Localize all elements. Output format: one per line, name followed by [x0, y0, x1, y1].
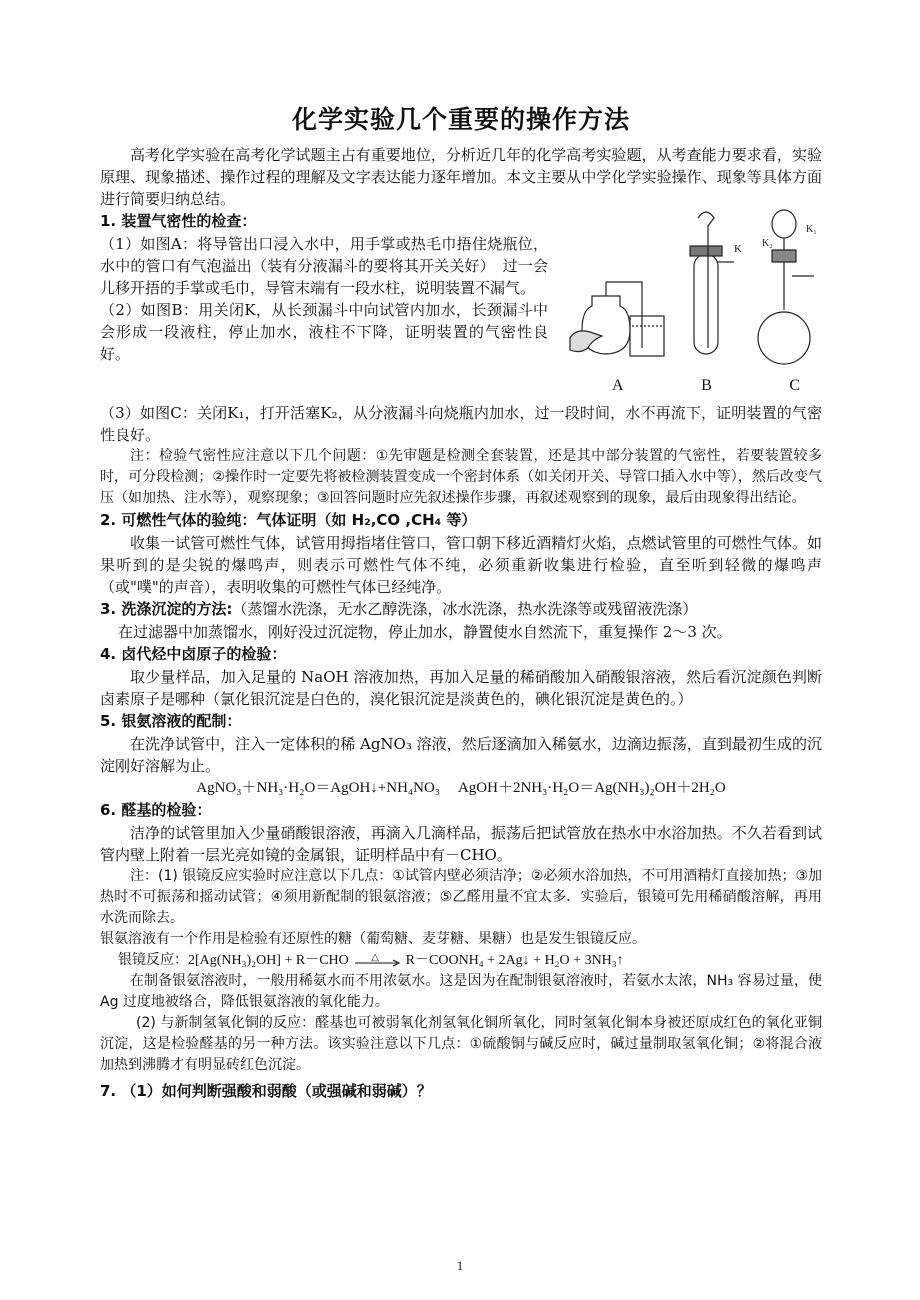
section-6-note-4: (2) 与新制氢氧化铜的反应：醛基也可被弱氧化剂氢氧化铜所氧化，同时氢氧化铜本身被还原成红色的氧化亚铜沉淀，这是检验醛基的另一种方法。该实验注意以下几点：①硫酸铜与碱反应时，碱过量制取氢氧化铜；②将混合液加热到沸腾才有明显砖红色沉淀。 [100, 1015, 822, 1073]
section-2-heading: 2. 可燃性气体的验纯：气体证明（如 H₂,CO ,CH₄ 等） [100, 511, 477, 529]
section-6-heading: 6. 醛基的检验： [100, 801, 212, 819]
figure-label-a: A [612, 377, 624, 394]
page-number: 1 [456, 1258, 464, 1273]
page-title: 化学实验几个重要的操作方法 [291, 105, 630, 134]
document-page [100, 100, 822, 1103]
equation-right: R－COONH₄ + 2Ag↓ + H₂O + 3NH₃↑ [405, 953, 624, 968]
k2-label: K₂ [762, 238, 773, 249]
heat-symbol: △ [371, 952, 379, 963]
section-7-heading: 7. （1）如何判断强酸和弱酸（或强碱和弱碱）？ [100, 1082, 432, 1100]
apparatus-figure [562, 198, 822, 398]
section-5-heading: 5. 银氨溶液的配制： [100, 712, 242, 730]
section-1-para-1: （1）如图A：将导管出口浸入水中，用手掌或热毛巾捂住烧瓶位，水中的管口有气泡溢出（装有分液漏斗的要将其开关关好） 过一会儿移开捂的手掌或毛巾，导管末端有一段水柱，说明装置不漏气。 [100, 235, 548, 297]
silver-mirror-label: 银镜反应： [118, 952, 188, 968]
apparatus-c [758, 210, 817, 364]
section-3-title: 3. 洗涤沉淀的方法: [100, 600, 233, 618]
section-6-note-3: 在制备银氨溶液时，一般用稀氨水而不用浓氨水。这是因为在配制银氨溶液时，若氨水太浓，NH₃ 容易过量，使 Ag 过度地被络合，降低银氨溶液的氧化能力。 [100, 973, 822, 1010]
section-6-note-2: 银氨溶液有一个作用是检验有还原性的糖（葡萄糖、麦芽糖、果糖）也是发生银镜反应。 [100, 931, 646, 947]
equation-left: 2[Ag(NH₃)₂OH] + R－CHO [188, 953, 349, 968]
intro-paragraph: 高考化学实验在高考化学试题主占有重要地位，分析近几年的化学高考实验题，从考查能力要求看，实验原理、现象描述、操作过程的理解及文字表达能力逐年增加。本文主要从中学化学实验操作、现象等具体方面进行简要归纳总结。 [100, 146, 822, 208]
silver-ammonia-equation: AgNO₃＋NH₃·H₂O＝AgOH↓+NH₄NO₃ AgOH＋2NH₃·H₂O＝Ag(NH₃)₂OH＋2H₂O [196, 780, 726, 796]
apparatus-diagram [562, 198, 822, 373]
section-3-heading-note: （蒸馏水洗涤，无水乙醇洗涤，冰水洗涤，热水洗涤等或残留液洗涤） [232, 600, 698, 618]
section-2-para: 收集一试管可燃性气体，试管用拇指堵住管口，管口朝下移近酒精灯火焰，点燃试管里的可燃性气体。如果听到的是尖锐的爆鸣声，则表示可燃性气体不纯，必须重新收集进行检验，直至听到轻微的爆鸣声（或"噗"的声音），表明收集的可燃性气体已经纯净。 [100, 534, 822, 596]
k1-label: K₁ [806, 224, 817, 235]
section-6-para: 洁净的试管里加入少量硝酸银溶液，再滴入几滴样品，振荡后把试管放在热水中水浴加热。不久若看到试管内壁上附着一层光亮如镜的金属银，证明样品中有－CHO。 [100, 824, 822, 864]
silver-mirror-equation [100, 950, 822, 971]
heat-arrow [353, 953, 401, 967]
section-6-note-1: 注：(1) 银镜反应实验时应注意以下几点：①试管内壁必须洁净；②必须水浴加热，不可用酒精灯直接加热；③加热时不可振荡和摇动试管；④须用新配制的银氨溶液；⑤乙醛用量不宜太多．实验后，银镜可先用稀硝酸溶解，再用水洗而除去。 [100, 868, 822, 926]
section-1 [100, 210, 822, 402]
figure-label-b: B [701, 377, 712, 394]
section-1-para-3: （3）如图C：关闭K₁，打开活塞K₂，从分液漏斗向烧瓶内加水，过一段时间，水不再流下，证明装置的气密性良好。 [100, 404, 822, 444]
section-4-heading: 4. 卤代烃中卤原子的检验： [100, 645, 287, 663]
section-4-para: 取少量样品，加入足量的 NaOH 溶液加热，再加入足量的稀硝酸加入硝酸银溶液，然后看沉淀颜色判断卤素原子是哪种（氯化银沉淀是白色的，溴化银沉淀是淡黄色的，碘化银沉淀是黄色的。） [100, 668, 822, 708]
apparatus-b [690, 212, 742, 354]
section-5-para: 在洗净试管中，注入一定体积的稀 AgNO₃ 溶液，然后逐滴加入稀氨水，边滴边振荡，直到最初生成的沉淀刚好溶解为止。 [100, 735, 822, 775]
section-3-heading [100, 598, 822, 621]
k-label: K [734, 243, 742, 255]
section-1-heading: 1. 装置气密性的检查： [100, 212, 257, 230]
apparatus-a [570, 282, 664, 356]
figure-label-c: C [789, 377, 800, 394]
section-3-para: 在过滤器中加蒸馏水，刚好没过沉淀物，停止加水，静置使水自然流下，重复操作 2～3 次。 [118, 623, 732, 641]
section-1-para-2: （2）如图B：用关闭K，从长颈漏斗中向试管内加水，长颈漏斗中会形成一段液柱，停止加水，液柱不下降，证明装置的气密性良好。 [100, 301, 548, 363]
section-1-note: 注：检验气密性应注意以下几个问题：①先审题是检测全套装置，还是其中部分装置的气密性，若要装置较多时，可分段检测；②操作时一定要先将被检测装置变成一个密封体系（如关闭开关、导管口插入水中等），然后改变气压（如加热、注水等），观察现象；③回答问题时应先叙述操作步骤，再叙述观察到的现象，最后由现象得出结论。 [100, 448, 822, 506]
